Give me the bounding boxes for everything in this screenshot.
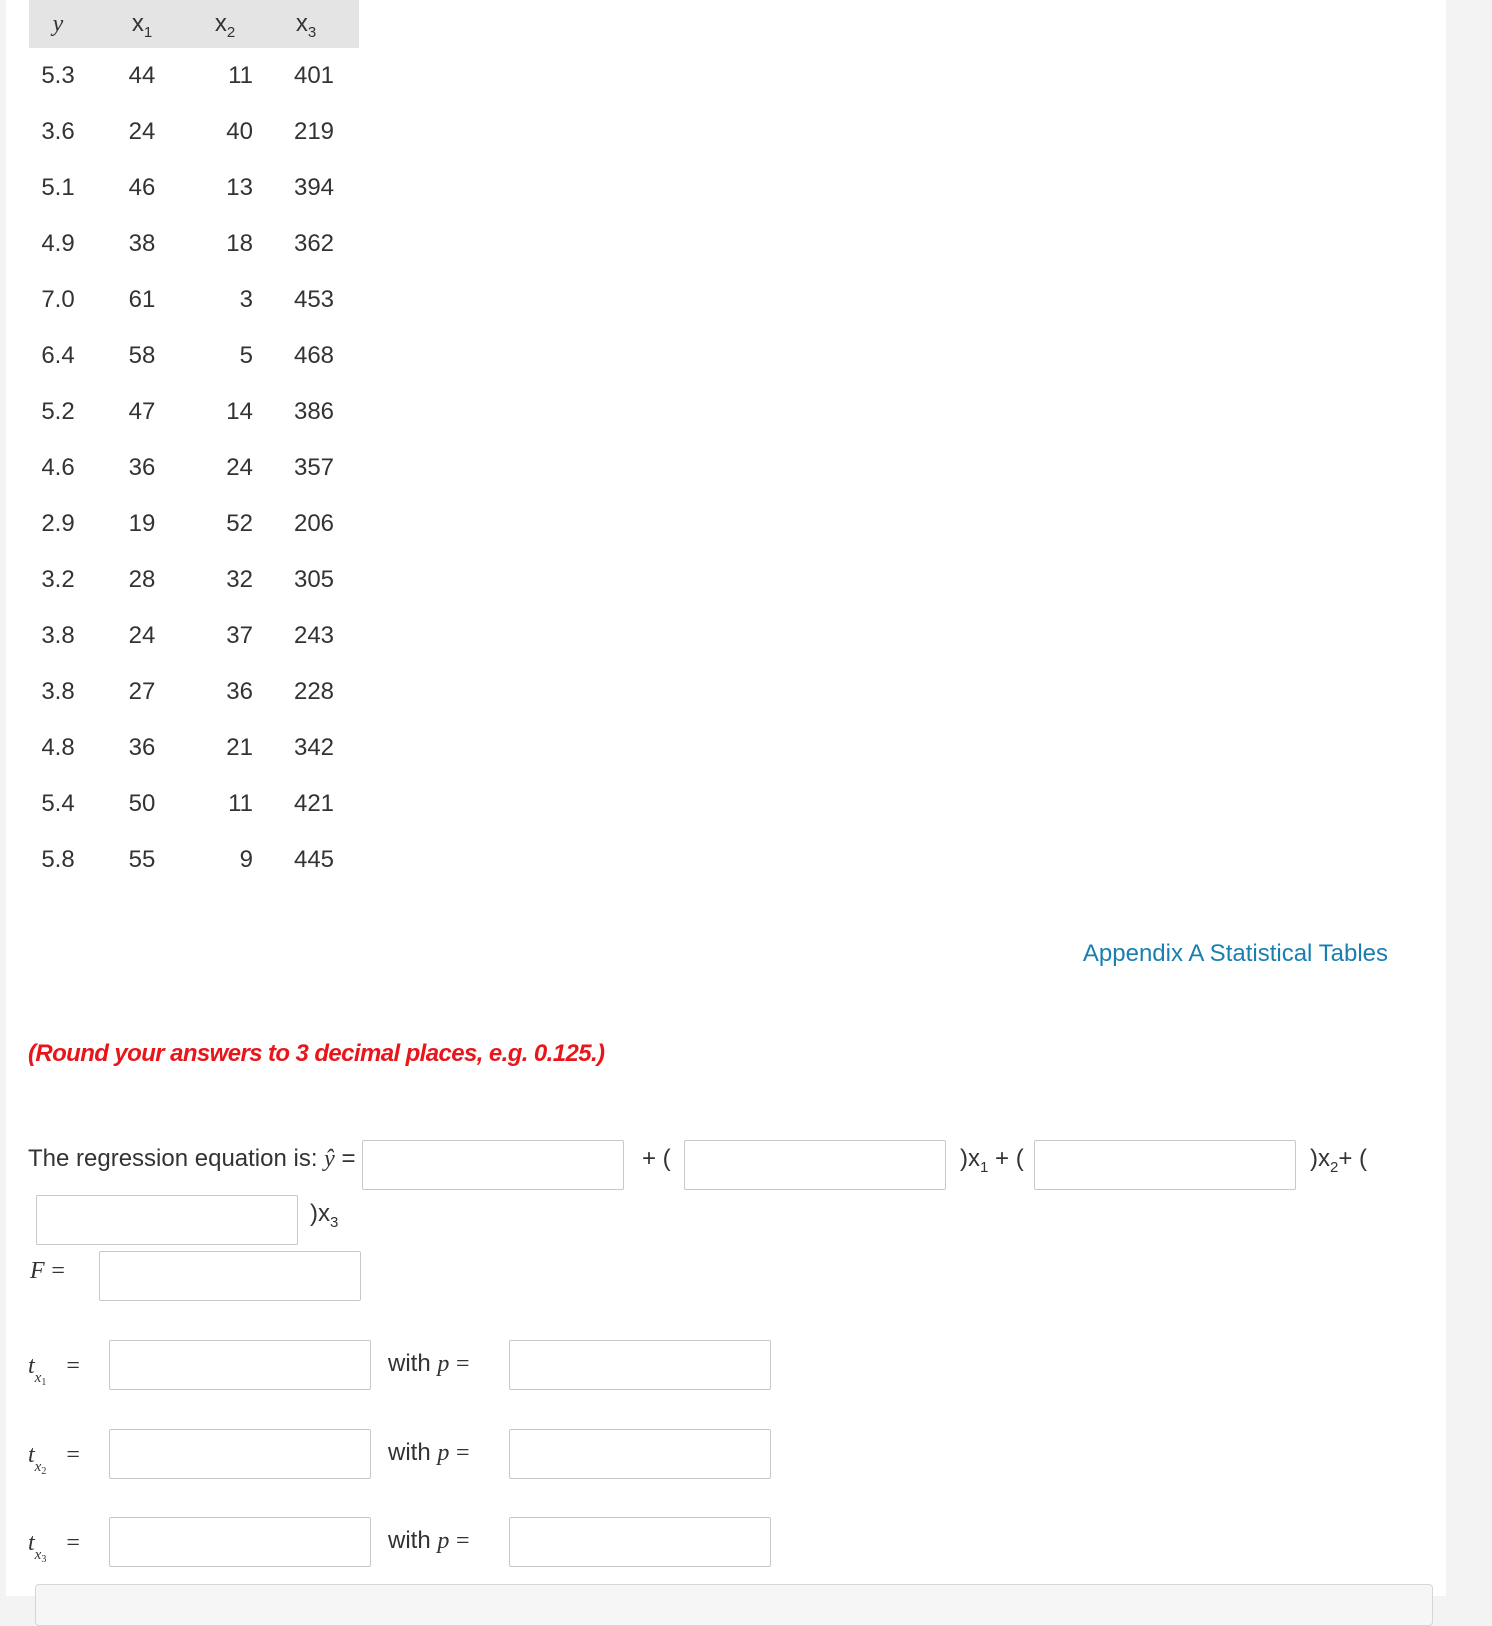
t-x2-label: $t_{x_2}$ = [28, 1442, 80, 1477]
table-row [29, 216, 359, 272]
cell-x1: 38 [128, 230, 156, 257]
cell-x2: 9 [239, 846, 253, 873]
cell-y: 5.2 [41, 398, 75, 425]
cell-x3: 401 [293, 62, 335, 89]
cell-x1: 24 [128, 118, 156, 145]
cell-x2: 36 [226, 678, 253, 705]
cell-x2: 5 [239, 342, 253, 369]
t-x1-input[interactable] [109, 1340, 371, 1390]
cell-x1: 36 [128, 454, 156, 481]
table-row [29, 104, 359, 160]
table-row [29, 720, 359, 776]
header-x1: $x_1$ [87, 0, 197, 48]
table-row [29, 496, 359, 552]
cell-x2: 32 [226, 566, 253, 593]
cell-x3: 453 [293, 286, 335, 313]
cell-y: 4.6 [41, 454, 75, 481]
cell-x2: 18 [226, 230, 253, 257]
header-x3: $x_3$ [253, 0, 359, 48]
p-x2-label: with p = [388, 1439, 470, 1466]
cell-x3: 362 [293, 230, 335, 257]
cell-x2: 14 [226, 398, 253, 425]
p-x1-label: with p = [388, 1350, 470, 1377]
cell-x2: 37 [226, 622, 253, 649]
cell-x2: 11 [228, 62, 253, 89]
cell-y: 4.9 [41, 230, 75, 257]
cell-x3: 468 [293, 342, 335, 369]
t-x1-label: $t_{x_1}$ = [28, 1353, 80, 1388]
cell-y: 4.8 [41, 734, 75, 761]
plus-open-label: + ( [642, 1145, 671, 1172]
cell-x1: 47 [128, 398, 156, 425]
regression-label: The regression equation is: ŷ = [28, 1145, 356, 1172]
appendix-link[interactable]: Appendix A Statistical Tables [1082, 940, 1388, 967]
table-row [29, 160, 359, 216]
f-stat-label: F = [30, 1258, 65, 1284]
cell-x3: 219 [293, 118, 335, 145]
table-header-row [29, 0, 359, 48]
cell-x1: 55 [128, 846, 156, 873]
cell-y: 3.2 [41, 566, 75, 593]
x3-term-label: )$x_3$ [310, 1200, 339, 1231]
f-value-input[interactable] [99, 1251, 361, 1301]
p-x3-label: with p = [388, 1527, 470, 1554]
intercept-input[interactable] [362, 1140, 624, 1190]
cell-x1: 50 [128, 790, 156, 817]
table-row [29, 608, 359, 664]
p-x3-input[interactable] [509, 1517, 771, 1567]
table-row [29, 328, 359, 384]
coef-x2-input[interactable] [1034, 1140, 1296, 1190]
table-row [29, 776, 359, 832]
x2-term-label: )$x_2+$ ( [1310, 1145, 1368, 1176]
table-row [29, 48, 359, 104]
cell-x1: 36 [128, 734, 156, 761]
header-x2: $x_2$ [197, 0, 253, 48]
cell-x2: 52 [226, 510, 253, 537]
cell-x3: 342 [293, 734, 335, 761]
cell-x3: 357 [293, 454, 335, 481]
cell-x1: 58 [128, 342, 156, 369]
t-x2-input[interactable] [109, 1429, 371, 1479]
p-x1-input[interactable] [509, 1340, 771, 1390]
cell-y: 6.4 [41, 342, 75, 369]
table-row [29, 384, 359, 440]
p-x2-input[interactable] [509, 1429, 771, 1479]
cell-y: 2.9 [41, 510, 75, 537]
cell-y: 3.8 [41, 622, 75, 649]
cell-x3: 305 [293, 566, 335, 593]
cell-x3: 394 [293, 174, 335, 201]
coef-x1-input[interactable] [684, 1140, 946, 1190]
cell-x3: 206 [293, 510, 335, 537]
table-row [29, 440, 359, 496]
cell-x2: 24 [226, 454, 253, 481]
coef-x3-input[interactable] [36, 1195, 298, 1245]
cell-x1: 46 [128, 174, 156, 201]
cell-y: 7.0 [41, 286, 75, 313]
cell-y: 5.1 [41, 174, 75, 201]
cell-y: 5.8 [41, 846, 75, 873]
cell-x1: 61 [128, 286, 156, 313]
cell-y: 3.6 [41, 118, 75, 145]
cell-x1: 27 [128, 678, 156, 705]
cell-y: 5.3 [41, 62, 75, 89]
cell-x3: 386 [293, 398, 335, 425]
cell-y: 5.4 [41, 790, 75, 817]
cell-y: 3.8 [41, 678, 75, 705]
cell-x2: 3 [239, 286, 253, 313]
cell-x3: 228 [293, 678, 335, 705]
cell-x1: 19 [128, 510, 156, 537]
cell-x3: 421 [293, 790, 335, 817]
cell-x2: 21 [226, 734, 253, 761]
bottom-panel [35, 1584, 1433, 1626]
cell-x3: 243 [293, 622, 335, 649]
cell-x1: 44 [128, 62, 156, 89]
cell-x2: 11 [228, 790, 253, 817]
table-row [29, 272, 359, 328]
cell-x1: 28 [128, 566, 156, 593]
table-row [29, 832, 359, 888]
cell-x3: 445 [293, 846, 335, 873]
question-page [6, 0, 1446, 1596]
data-table [29, 0, 359, 888]
rounding-instruction: (Round your answers to 3 decimal places, e.g. 0.125.) [28, 1040, 605, 1067]
table-row [29, 552, 359, 608]
t-x3-label: $t_{x_3}$ = [28, 1530, 80, 1565]
table-row [29, 664, 359, 720]
header-y: y [29, 0, 87, 48]
cell-x2: 13 [226, 174, 253, 201]
t-x3-input[interactable] [109, 1517, 371, 1567]
x1-term-label: )$x_1$ + ( [960, 1145, 1024, 1176]
cell-x2: 40 [226, 118, 253, 145]
cell-x1: 24 [128, 622, 156, 649]
